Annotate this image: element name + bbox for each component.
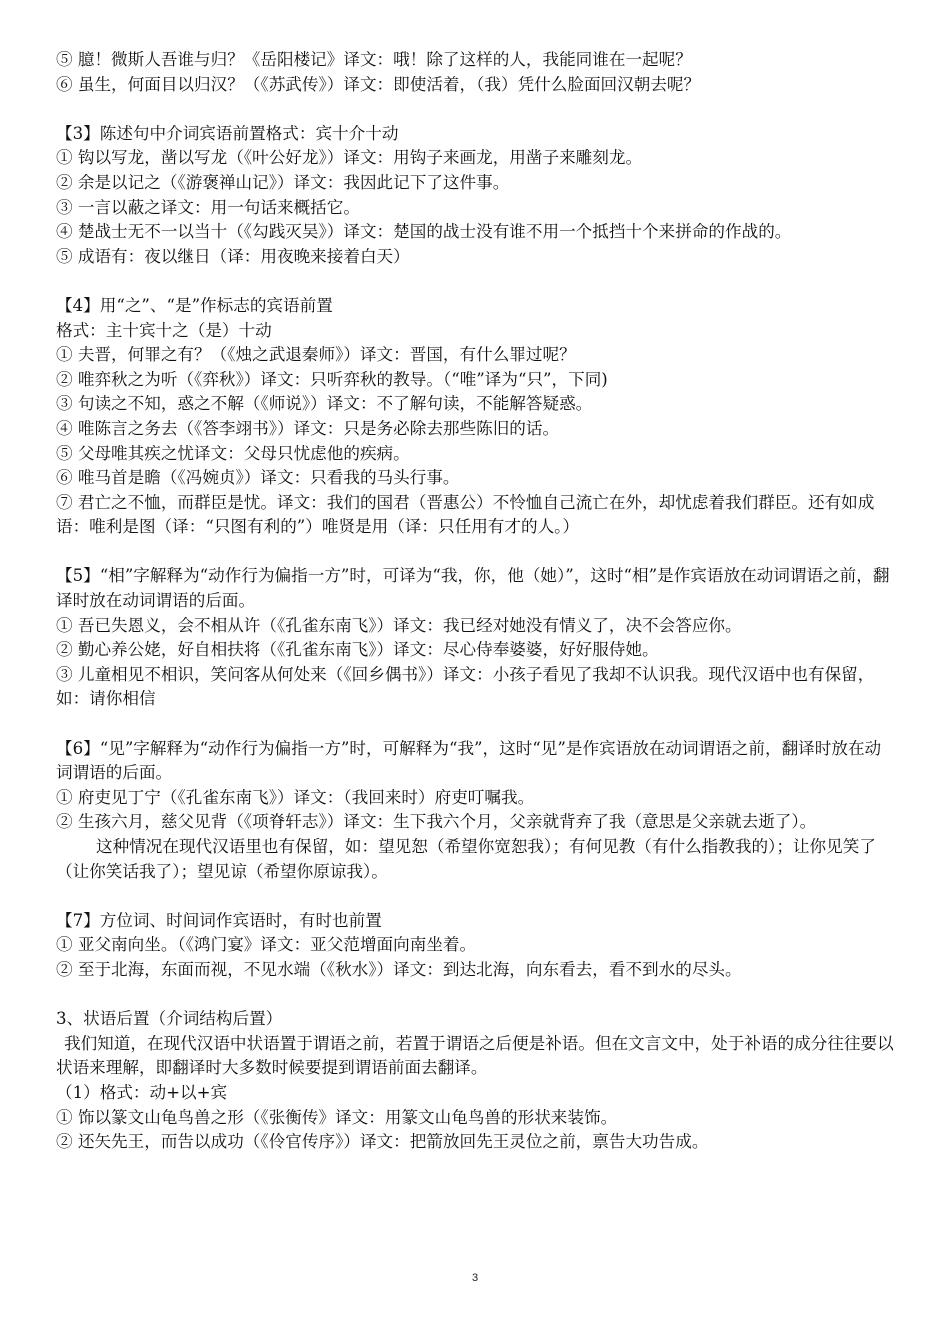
text-line: ② 至于北海，东面而视，不见水端（《秋水》）译文：到达北海，向东看去，看不到水的尽头。 bbox=[56, 959, 742, 979]
text-line: ④ 唯陈言之务去（《答李翊书》）译文：只是务必除去那些陈旧的话。 bbox=[56, 418, 560, 438]
paragraph-gap bbox=[56, 983, 894, 1008]
text-line: ① 吾已失恩义，会不相从许（《孔雀东南飞》）译文：我已经对她没有情义了，决不会答应你。 bbox=[56, 615, 742, 635]
text-line: ③ 儿童相见不相识，笑问客从何处来（《回乡偶书》）译文：小孩子看见了我却不认识我。现代汉语中也有保留，如：请你相信 bbox=[56, 664, 875, 709]
text-line: 这种情况在现代汉语里也有保留，如：望见恕（希望你宽恕我）；有何见教（有什么指教我的）；让你见笑了（让你笑话我了）；望见谅（希望你原谅我）。 bbox=[56, 837, 876, 881]
paragraph-gap bbox=[56, 269, 894, 294]
text-line: ③ 句读之不知，惑之不解（《师说》）译文：不了解句读，不能解答疑惑。 bbox=[56, 394, 593, 414]
section-heading-6: 【6】“见”字解释为“动作行为偏指一方”时，可解释为“我”，这时“见”是作宾语放在动词谓语之前，翻译时放在动词谓语的后面。 bbox=[56, 738, 882, 783]
text-line: ④ 楚战士无不一以当十（《勾践灭吴》）译文：楚国的战士没有谁不用一个抵挡十个来拼命的作战的。 bbox=[56, 222, 792, 242]
paragraph-gap bbox=[56, 97, 894, 122]
text-line: ⑦ 君亡之不恤，而群臣是忧。译文：我们的国君（晋惠公）不怜恤自己流亡在外，却忧虑着我们群臣。还有如成语：唯利是图（译：“只图有利的”）唯贤是用（译：只任用有才的人。） bbox=[56, 492, 875, 537]
section-heading-5: 【5】“相”字解释为“动作行为偏指一方”时，可译为“我，你，他（她）”，这时“相”是作宾语放在动词谓语之前，翻译时放在动词谓语的后面。 bbox=[56, 566, 890, 611]
text-line: ⑥ 唯马首是瞻（《冯婉贞》）译文：只看我的马头行事。 bbox=[56, 468, 460, 488]
paragraph-gap bbox=[56, 884, 894, 909]
text-line: ② 生孩六月，慈父见背（《项脊轩志》）译文：生下我六个月，父亲就背弃了我（意思是父亲就去逝了）。 bbox=[56, 812, 817, 832]
text-line: 我们知道，在现代汉语中状语置于谓语之前，若置于谓语之后便是补语。但在文言文中，处于补语的成分往往要以状语来理解，即翻译时大多数时候要提到谓语前面去翻译。 bbox=[56, 1033, 894, 1078]
text-line: ③ 一言以蔽之译文：用一句话来概括它。 bbox=[56, 197, 360, 217]
text-line: ① 钩以写龙，凿以写龙（《叶公好龙》）译文：用钩子来画龙，用凿子来雕刻龙。 bbox=[56, 148, 643, 168]
paragraph-gap bbox=[56, 540, 894, 565]
paragraph-gap bbox=[56, 712, 894, 737]
text-line: ⑤ 成语有：夜以继日（译：用夜晚来接着白天） bbox=[56, 246, 410, 266]
text-line: ⑥ 虽生，何面目以归汉？（《苏武传》）译文：即使活着，（我）凭什么脸面回汉朝去呢？ bbox=[56, 74, 701, 94]
text-line: ① 府吏见丁宁（《孔雀东南飞》）译文：（我回来时）府吏叮嘱我。 bbox=[56, 787, 535, 807]
section-heading-3: 【3】陈述句中介词宾语前置格式：宾十介十动 bbox=[56, 123, 399, 143]
text-line: （1）格式：动+以+宾 bbox=[56, 1082, 228, 1102]
text-line: ⑤ 臆！微斯人吾谁与归？《岳阳楼记》译文：哦！除了这样的人，我能同谁在一起呢？ bbox=[56, 50, 692, 69]
text-line: 格式：主十宾十之（是）十动 bbox=[56, 320, 272, 340]
text-line: ② 还矢先王，而告以成功（《伶官传序》）译文：把箭放回先王灵位之前，禀告大功告成。 bbox=[56, 1132, 709, 1152]
section-heading-adverbial: 3、状语后置（介词结构后置） bbox=[56, 1009, 283, 1029]
section-heading-4: 【4】用“之”、“是”作标志的宾语前置 bbox=[56, 295, 333, 315]
document-page bbox=[56, 48, 894, 1155]
page-number: 3 bbox=[471, 1272, 479, 1284]
text-line: ① 夫晋，何罪之有？（《烛之武退秦师》）译文：晋国，有什么罪过呢？ bbox=[56, 345, 576, 365]
text-line: ① 亚父南向坐。（《鸿门宴》译文：亚父范增面向南坐着。 bbox=[56, 935, 477, 955]
text-line: ① 饰以篆文山龟鸟兽之形（《张衡传》译文：用篆文山龟鸟兽的形状来装饰。 bbox=[56, 1107, 618, 1127]
text-line: ② 唯弈秋之为听（《弈秋》）译文：只听弈秋的教导。（“唯”译为“只”，下同) bbox=[56, 369, 608, 389]
text-line: ② 勤心养公姥，好自相扶将（《孔雀东南飞》）译文：尽心侍奉婆婆，好好服侍她。 bbox=[56, 640, 659, 660]
text-line: ⑤ 父母唯其疾之忧译文：父母只忧虑他的疾病。 bbox=[56, 443, 410, 463]
section-heading-7: 【7】方位词、时间词作宾语时，有时也前置 bbox=[56, 910, 382, 930]
text-line: ② 余是以记之（《游褒禅山记》）译文：我因此记下了这件事。 bbox=[56, 172, 510, 192]
